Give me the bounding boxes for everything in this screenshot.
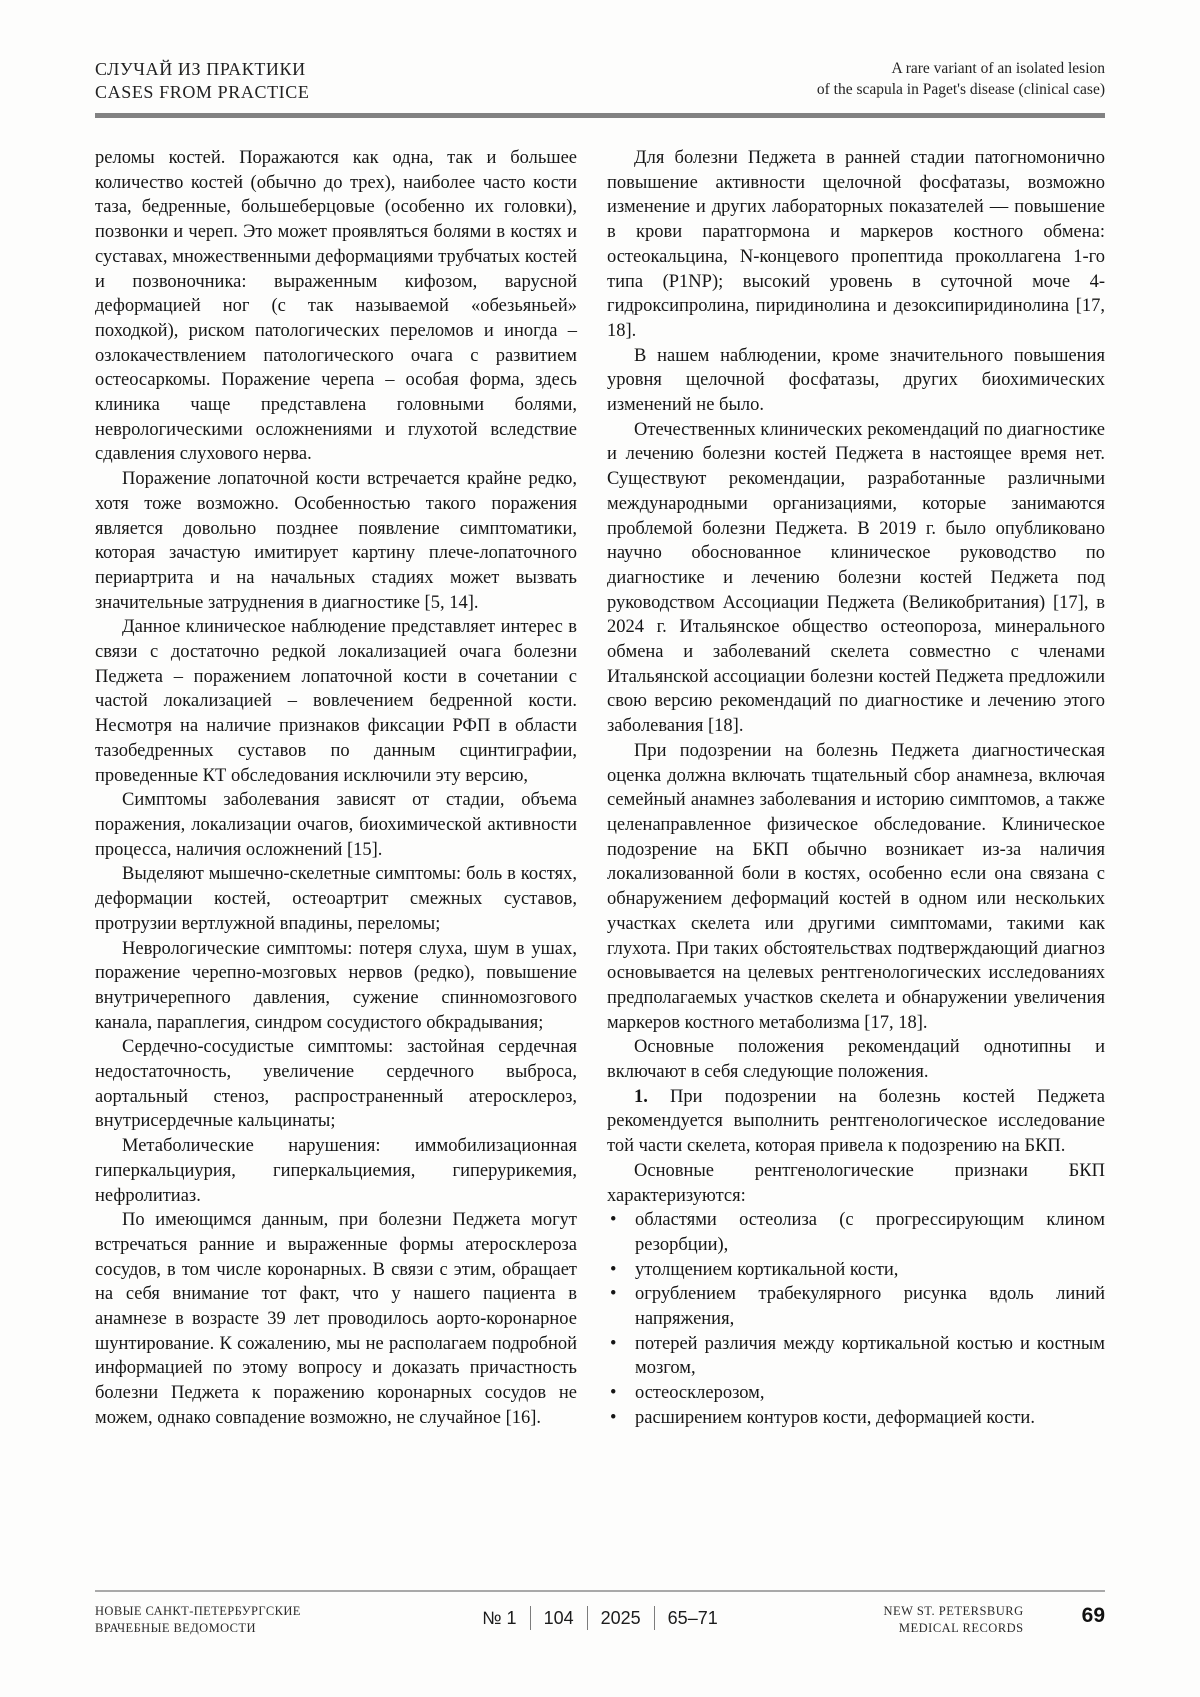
separator-bar xyxy=(530,1606,531,1630)
bullet-item: • утолщением кортикальной кости, xyxy=(607,1258,1105,1283)
page-footer xyxy=(95,1590,1105,1636)
issue-number: № 1 xyxy=(482,1607,517,1628)
paragraph: По имеющимся данным, при болезни Педжета могут встречаться ранние и выраженные формы атеросклероза сосудов, в том числе коронарных. В связи с этим, обращает на себя внимание тот факт, что у нашего пациента в анамнезе в возрасте 39 лет проводилось аорто-коронарное шунтирование. К сожалению, мы не располагаем подробной информацией по этому вопросу и доказать причастность болезни Педжета к поражению коронарных сосудов не можем, однако совпадение возможно, не случайное [16]. xyxy=(95,1210,577,1428)
paragraph: реломы костей. Поражаются как одна, так и большее количество костей (обычно до трех), наиболее часто кости таза, бедренные, большеберцовые (особенно их головки), позвонки и череп. Это может проявляться болями в костях и суставах, множественными деформациями трубчатых костей и позвоночника: выраженным кифозом, варусной деформацией ног (с так называемой «обезьяньей» походкой), риском патологических переломов и иногда – озлокачествлением патологического очага с развитием остеосаркомы. Поражение черепа – особая форма, здесь клиника чаще представлена головными болями, неврологическими осложнениями и глухотой вследствие сдавления слухового нерва. xyxy=(95,148,577,465)
issue-pages: 65–71 xyxy=(667,1607,718,1628)
bullet-marker: • xyxy=(610,1407,617,1428)
left-column xyxy=(95,146,577,1594)
paragraph: Основные рентгенологические признаки БКП характеризуются: xyxy=(607,1160,1105,1206)
running-title-line1: A rare variant of an isolated lesion xyxy=(891,60,1105,77)
footer-right-area xyxy=(718,1603,1105,1636)
paragraph: Сердечно-сосудистые симптомы: застойная сердечная недостаточность, увеличение сердечного выброса, аортальный стеноз, распространенный атеросклероз, внутрисердечные кальцинаты; xyxy=(95,1037,577,1132)
running-title xyxy=(817,58,1105,100)
issue-volume: 104 xyxy=(543,1607,574,1628)
paragraph: В нашем наблюдении, кроме значительного повышения уровня щелочной фосфатазы, других биохимических изменений не было. xyxy=(607,345,1105,416)
header-rule xyxy=(95,113,1105,118)
bullet-marker: • xyxy=(610,1383,617,1404)
bullet-marker: • xyxy=(610,1333,617,1354)
bullet-item: • остеосклерозом, xyxy=(607,1381,1105,1406)
separator-bar xyxy=(587,1606,588,1630)
paragraph: Метаболические нарушения: иммобилизационная гиперкальциурия, гиперкальциемия, гиперурикемия, нефролитиаз. xyxy=(95,1136,577,1206)
running-title-line2: of the scapula in Paget's disease (clinical case) xyxy=(816,81,1105,98)
journal-title-en-line1: NEW ST. PETERSBURG xyxy=(883,1604,1024,1618)
bullet-item: • огрублением трабекулярного рисунка вдоль линий напряжения, xyxy=(610,1284,1105,1330)
paragraph: Данное клиническое наблюдение представляет интерес в связи с достаточно редкой локализацией очага болезни Педжета – поражением лопаточной кости в сочетании с частой локализацией – вовлечением бедренной кости. Несмотря на наличие признаков фиксации РФП в области тазобедренных суставов по данным сцинтиграфии, проведенные КТ обследования исключили эту версию, xyxy=(95,617,577,786)
bullet-item: • потерей различия между кортикальной костью и костным мозгом, xyxy=(610,1333,1105,1379)
journal-title-en xyxy=(883,1603,1023,1636)
bullet-marker: • xyxy=(610,1210,617,1231)
paragraph: Основные положения рекомендаций однотипны и включают в себя следующие положения. xyxy=(607,1037,1105,1083)
paragraph: Отечественных клинических рекомендаций по диагностике и лечению болезни костей Педжета в настоящее время нет. Существуют рекомендации, разработанные различными международными организациями, которые занимаются проблемой болезни Педжета. В 2019 г. было опубликовано научно обоснованное клиническое руководство по диагностике и лечению болезни костей Педжета под руководством Ассоциации Педжета (Великобритания) [17], в 2024 г. Итальянское общество остеопороза, минерального обмена и заболеваний скелета совместно с членами Итальянской ассоциации болезни костей Педжета предложили свою версию рекомендаций по диагностике и лечению этого заболевания [18]. xyxy=(607,419,1105,737)
paragraph: Симптомы заболевания зависят от стадии, объема поражения, локализации очагов, биохимической активности процесса, наличия осложнений [15]. xyxy=(95,790,577,860)
issue-year: 2025 xyxy=(600,1607,641,1628)
issue-info xyxy=(482,1603,717,1630)
bullet-marker: • xyxy=(610,1259,617,1280)
paragraph: Для болезни Педжета в ранней стадии патогномонично повышение активности щелочной фосфатазы, возможно изменение и других лабораторных показателей — повышение в крови паратгормона и маркеров костного обмена: остеокальцина, N-концевого пропептида проколлагена 1-го типа (P1NP); высокий уровень в суточной моче 4-гидроксипролина, пиридинолина и дезоксипиридинолина [17, 18]. xyxy=(607,148,1105,341)
paragraph: Поражение лопаточной кости встречается крайне редко, хотя тоже возможно. Особенностью такого поражения является довольно позднее появление симптоматики, которая зачастую имитирует картину плече-лопаточного периартрита и на начальных стадиях может вызвать значительные затруднения в диагностике [5, 14]. xyxy=(95,469,577,613)
page-number: 69 xyxy=(1081,1604,1105,1627)
paragraph: При подозрении на болезнь Педжета диагностическая оценка должна включать тщательный сбор анамнеза, включая семейный анамнез заболевания и историю симптомов, а также целенаправленное физическое обследование. Клиническое подозрение на БКП обычно возникает из-за наличия локализованной боли в костях, особенно если она связана с обнаружением деформаций костей в одном или нескольких участках скелета или другими симптомами, такими как глухота. При таких обстоятельствах подтверждающий диагноз основывается на целевых рентгенологических исследованиях предполагаемых участков скелета и обнаружении увеличения маркеров костного метаболизма [17, 18]. xyxy=(607,740,1105,1033)
page-header xyxy=(95,58,1105,104)
paragraph: Неврологические симптомы: потеря слуха, шум в ушах, поражение черепно-мозговых нервов (редко), повышение внутричерепного давления, сужение спинномозгового канала, параплегия, синдром сосудистого обкрадывания; xyxy=(95,938,577,1033)
journal-title-en-line2: MEDICAL RECORDS xyxy=(898,1620,1024,1635)
separator-bar xyxy=(654,1606,655,1630)
section-title-en: CASES FROM PRACTICE xyxy=(95,82,310,102)
bullet-marker: • xyxy=(610,1284,617,1305)
section-title-ru: СЛУЧАЙ ИЗ ПРАКТИКИ xyxy=(95,59,306,79)
article-body xyxy=(95,146,1105,1594)
paragraph: 1. При подозрении на болезнь костей Педжета рекомендуется выполнить рентгенологическое исследование той части скелета, которая привела к подозрению на БКП. xyxy=(607,1086,1105,1157)
bullet-item: • расширением контуров кости, деформацией кости. xyxy=(607,1406,1105,1431)
journal-title-ru xyxy=(95,1603,482,1636)
journal-title-ru-line2: ВРАЧЕБНЫЕ ВЕДОМОСТИ xyxy=(95,1620,256,1635)
right-column xyxy=(607,146,1105,1594)
paragraph: Выделяют мышечно-скелетные симптомы: боль в костях, деформации костей, остеоартрит смежных суставов, протрузии вертлужной впадины, переломы; xyxy=(95,864,577,934)
bullet-item: • областями остеолиза (с прогрессирующим клином резорбции), xyxy=(610,1210,1105,1255)
numbered-item-lead: 1. xyxy=(634,1086,671,1107)
journal-title-ru-line1: НОВЫЕ САНКТ-ПЕТЕРБУРГСКИЕ xyxy=(95,1604,301,1618)
section-heading xyxy=(95,58,309,104)
